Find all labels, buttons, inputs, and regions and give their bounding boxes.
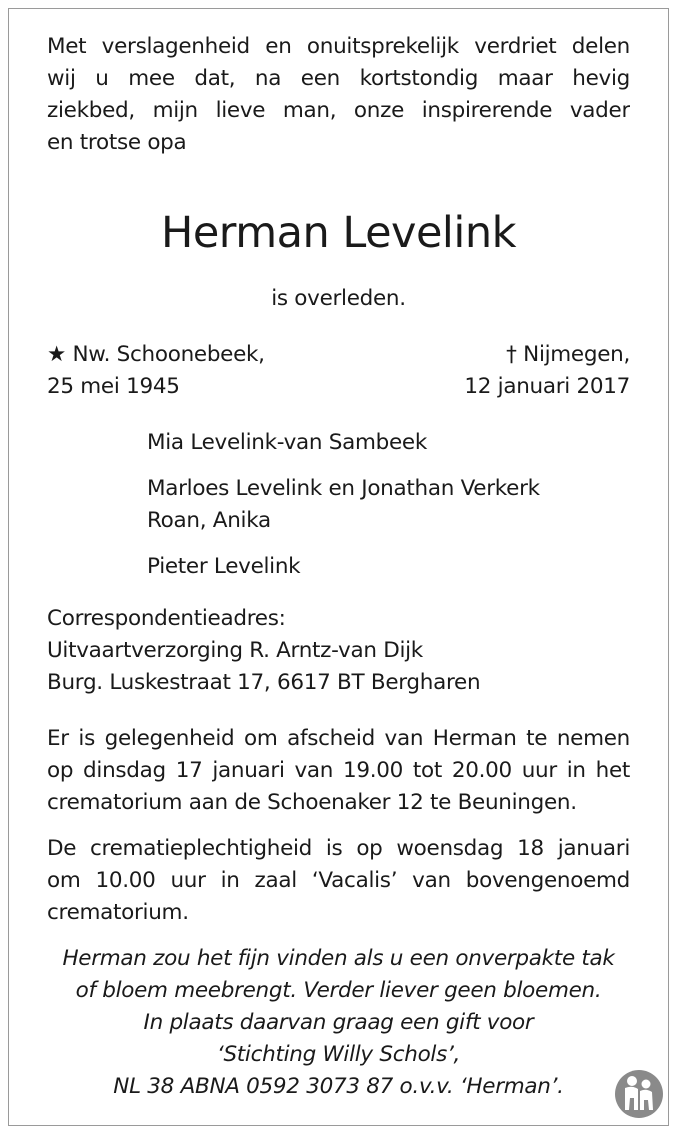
family-group-child2	[147, 551, 630, 583]
death-date: 12 januari 2017	[464, 374, 630, 399]
farewell-line: op dinsdag 17 januari van 19.00 tot 20.00 uur in het	[47, 758, 630, 783]
address-label: Correspondentieadres:	[47, 606, 286, 631]
ceremony-line: om 10.00 uur in zaal ‘Vacalis’ van bovengenoemd	[47, 868, 630, 893]
logo-circle	[615, 1070, 663, 1118]
ceremony-line: crematorium.	[47, 900, 189, 925]
closing-line: Herman zou het fijn vinden als u een onverpakte tak	[62, 946, 615, 971]
farewell-paragraph	[47, 723, 630, 819]
ceremony-line: De crematieplechtigheid is op woensdag 18 januari	[47, 836, 630, 861]
farewell-line: crematorium aan de Schoenaker 12 te Beuningen.	[47, 790, 577, 815]
mourning-figures-logo-icon	[613, 1068, 665, 1120]
death-place: † Nijmegen,	[506, 342, 630, 367]
grandchildren-names: Roan, Anika	[147, 508, 271, 533]
child-name: Marloes Levelink en Jonathan Verkerk	[147, 476, 540, 501]
birth-date: 25 mei 1945	[47, 374, 180, 399]
intro-text	[47, 31, 630, 159]
farewell-line: Er is gelegenheid om afscheid van Herman te nemen	[47, 726, 630, 751]
logo-figure-head	[642, 1080, 651, 1089]
birth-death-info	[47, 339, 630, 403]
family-group-partner	[147, 427, 630, 459]
closing-line: ‘Stichting Willy Schols’,	[216, 1042, 461, 1067]
address-line: Burg. Luskestraat 17, 6617 BT Bergharen	[47, 670, 481, 695]
logo-figure-head	[627, 1076, 637, 1086]
partner-name: Mia Levelink-van Sambeek	[147, 430, 427, 455]
ceremony-paragraph	[47, 833, 630, 929]
family-group-child1	[147, 473, 630, 537]
child-name: Pieter Levelink	[147, 554, 301, 579]
deceased-name: Herman Levelink	[161, 208, 516, 258]
closing-line: of bloem meebrengt. Verder liever geen bloemen.	[75, 978, 602, 1003]
intro-line: wij u mee dat, na een kortstondig maar hevig	[47, 66, 630, 91]
birth-info	[47, 339, 265, 403]
death-info	[464, 339, 630, 403]
intro-line: en trotse opa	[47, 130, 187, 155]
closing-note	[47, 943, 630, 1103]
birth-place: ★ Nw. Schoonebeek,	[47, 342, 265, 367]
intro-line: ziekbed, mijn lieve man, onze inspirerende vader	[47, 98, 630, 123]
address-line: Uitvaartverzorging R. Arntz-van Dijk	[47, 638, 423, 663]
closing-line: In plaats daarvan graag een gift voor	[143, 1010, 534, 1035]
passed-away-text: is overleden.	[271, 286, 406, 311]
family-list	[47, 427, 630, 583]
death-announcement	[47, 31, 630, 1103]
correspondence-address	[47, 603, 630, 699]
intro-line: Met verslagenheid en onuitsprekelijk verdriet delen	[47, 34, 630, 59]
closing-line: NL 38 ABNA 0592 3073 87 o.v.v. ‘Herman’.	[113, 1074, 564, 1099]
